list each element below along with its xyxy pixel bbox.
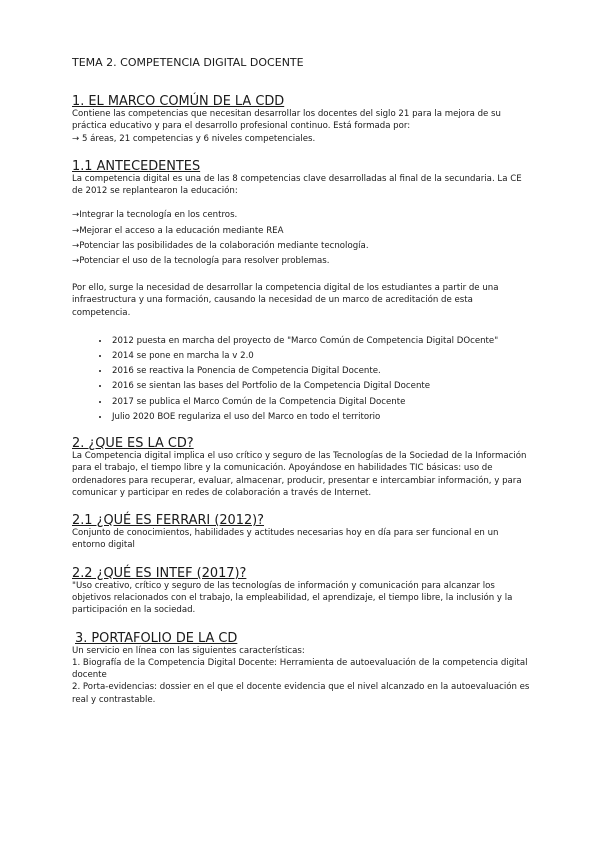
- timeline-item: • 2016 se sientan las bases del Portfolio de la Competencia Digital Docente: [110, 380, 532, 392]
- section-3-item-1: 1. Biografía de la Competencia Digital Docente: Herramienta de autoevaluación de la competencia digital docente: [72, 657, 528, 681]
- section-1-text: Contiene las competencias que necesitan desarrollar los docentes del siglo 21 para la mejora de su práctica educativo y para el desarrollo profesional continuo. Está formada por:: [72, 109, 501, 132]
- timeline-item: • 2012 puesta en marcha del proyecto de "Marco Común de Competencia Digital DOcente": [110, 335, 532, 347]
- section-2-2-text: "Uso creativo, crítico y seguro de las tecnologías de información y comunicación para alcanzar los objetivos relacionados con el trabajo, la empleabilidad, el aprendizaje, el tiempo libre, la inclusión y la participación en la sociedad.: [72, 580, 513, 616]
- timeline-item: • 2014 se pone en marcha la v 2.0: [110, 350, 532, 362]
- section-1-heading: 1. EL MARCO COMÚN DE LA CDD: [72, 94, 285, 109]
- timeline-item: • 2017 se publica el Marco Común de la Competencia Digital Docente: [110, 396, 532, 408]
- arrow-list-item: → Potenciar las posibilidades de la colaboración mediante tecnología.: [72, 240, 532, 252]
- section-1-1-heading: 1.1 ANTECEDENTES: [72, 158, 201, 174]
- section-2-2-heading: 2.2 ¿QUÉ ES INTEF (2017)?: [72, 565, 247, 581]
- timeline-item: • 2016 se reactiva la Ponencia de Competencia Digital Docente.: [110, 365, 532, 377]
- section-2-1-heading: 2.1 ¿QUÉ ES FERRARI (2012)?: [72, 513, 265, 529]
- document-page: [72, 56, 532, 706]
- arrow-list-item: → Mejorar el acceso a la educación mediante REA: [72, 225, 532, 237]
- section-1-1-paragraph: Por ello, surge la necesidad de desarrollar la competencia digital de los estudiantes a partir de una infraestructura y una formación, causando la necesidad de un marco de acreditación de esta competencia.: [72, 283, 499, 318]
- section-1-summary-text: 5 áreas, 21 competencias y 6 niveles competenciales.: [81, 133, 316, 144]
- section-3-item-2: 2. Porta-evidencias: dossier en el que el docente evidencia que el nivel alcanzado en la autoevaluación es real y contrastable.: [72, 682, 530, 705]
- section-3-heading: 3. PORTAFOLIO DE LA CD: [75, 630, 238, 646]
- timeline-list: [72, 335, 532, 423]
- page-title: TEMA 2. COMPETENCIA DIGITAL DOCENTE: [72, 56, 304, 69]
- timeline-item: • Julio 2020 BOE regulariza el uso del Marco en todo el territorio: [110, 411, 532, 423]
- section-3-intro: Un servicio en línea con las siguientes características:: [72, 645, 305, 656]
- section-2-text: La Competencia digital implica el uso crítico y seguro de las Tecnologías de la Sociedad de la Información para el trabajo, el tiempo libre y la comunicación. Apoyándose en habilidades TIC básicas: uso de ordenadores para recuperar, evaluar, almacenar, producir, presentar e intercambiar información, y para comunicar y participar en redes de colaboración a través de Internet.: [72, 451, 527, 498]
- section-2-heading: 2. ¿QUE ES LA CD?: [72, 436, 194, 452]
- section-1-summary: [72, 133, 532, 145]
- section-1-1-intro: La competencia digital es una de las 8 competencias clave desarrolladas al final de la secundaria. La CE de 2012 se replantearon la educación:: [72, 174, 522, 197]
- arrow-list-item: → Potenciar el uso de la tecnología para resolver problemas.: [72, 255, 532, 267]
- arrow-list-item: → Integrar la tecnología en los centros.: [72, 209, 532, 221]
- arrow-icon: →: [72, 133, 80, 144]
- section-2-1-text: Conjunto de conocimientos, habilidades y actitudes necesarias hoy en día para ser funcional en un entorno digital: [72, 528, 499, 551]
- arrow-list: [72, 209, 532, 267]
